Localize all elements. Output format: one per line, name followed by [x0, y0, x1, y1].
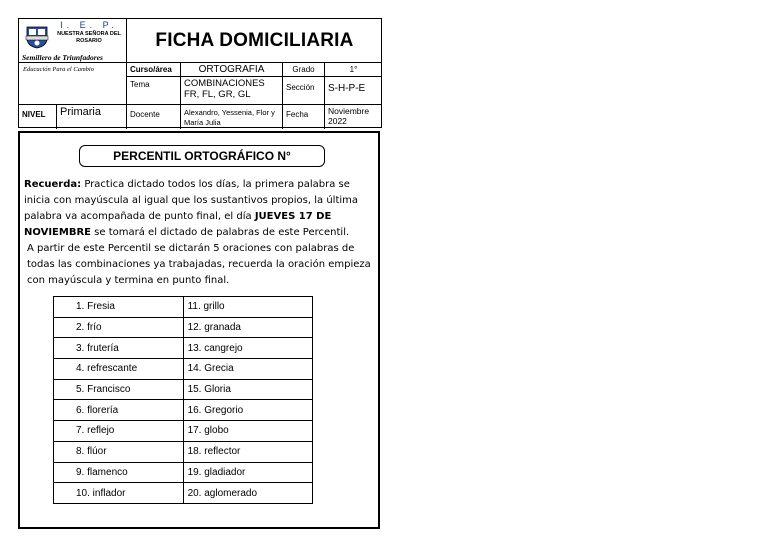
- word-cell: 4. refrescante: [54, 359, 184, 380]
- percentil-heading: PERCENTIL ORTOGRÁFICO N°: [79, 145, 325, 167]
- word-cell: 18. reflector: [183, 441, 312, 462]
- word-cell: 11. grillo: [183, 297, 312, 318]
- word-cell: 20. aglomerado: [183, 483, 312, 504]
- curso-value: ORTOGRAFIA: [181, 63, 283, 77]
- word-list-table: [53, 296, 313, 504]
- word-cell: 10. inflador: [54, 483, 184, 504]
- word-cell: 2. frío: [54, 317, 184, 338]
- tema-label: Tema: [127, 77, 181, 105]
- logo-cell: [19, 19, 127, 63]
- instructions-text-2: se tomará el dictado de palabras de este Percentil.: [91, 227, 350, 238]
- word-cell: 7. reflejo: [54, 421, 184, 442]
- school-acronym: I. E. P.: [60, 20, 118, 30]
- word-cell: 15. Gloria: [183, 379, 312, 400]
- school-name: NUESTRA SEÑORA DEL ROSARIO: [57, 31, 121, 44]
- word-cell: 5. Francisco: [54, 379, 184, 400]
- table-row: [54, 400, 313, 421]
- word-cell: 12. granada: [183, 317, 312, 338]
- grado-value: 1°: [325, 63, 382, 77]
- word-cell: 17. globo: [183, 421, 312, 442]
- table-row: [54, 379, 313, 400]
- table-row: [54, 359, 313, 380]
- word-cell: 8. flúor: [54, 441, 184, 462]
- main-content-box: [18, 131, 380, 529]
- table-row: [54, 317, 313, 338]
- table-row: [54, 483, 313, 504]
- curso-label: Curso/área: [127, 63, 181, 77]
- secondary-motto: Educación Para el Cambio: [23, 66, 94, 73]
- motto2-cell: [19, 63, 127, 105]
- school-shield-icon: [25, 25, 49, 49]
- word-cell: 16. Gregorio: [183, 400, 312, 421]
- instructions-text-3: A partir de este Percentil se dictarán 5 oraciones con palabras de todas las combinaciones ya trabajadas, recuerda la oración empieza con mayúscula y termina en punto final.: [27, 243, 371, 286]
- docente-label: Docente: [127, 105, 181, 129]
- table-row: [54, 297, 313, 318]
- table-row: [54, 462, 313, 483]
- grado-label: Grado: [283, 63, 325, 77]
- word-cell: 14. Grecia: [183, 359, 312, 380]
- document-title: FICHA DOMICILIARIA: [155, 29, 354, 51]
- school-motto: Semillero de Triunfadores: [22, 53, 103, 62]
- header-table: [18, 18, 382, 128]
- seccion-label: Sección: [283, 77, 325, 105]
- table-row: [54, 441, 313, 462]
- title-cell: [127, 19, 382, 63]
- instructions-date: JUEVES 17 DE NOVIEMBRE: [24, 211, 332, 238]
- word-cell: 3. frutería: [54, 338, 184, 359]
- fecha-value: Noviembre 2022: [328, 106, 370, 126]
- table-row: [54, 421, 313, 442]
- instructions-paragraph: [24, 177, 376, 289]
- recuerda-label: Recuerda:: [24, 179, 82, 190]
- word-cell: 6. florería: [54, 400, 184, 421]
- docente-value: Alexandro, Yessenia, Flor y María Julia: [181, 105, 283, 129]
- nivel-label: NIVEL: [19, 105, 57, 129]
- word-cell: 9. flamenco: [54, 462, 184, 483]
- instructions-text-1: Practica dictado todos los días, la primera palabra se inicia con mayúscula al igual que los sustantivos propios, la última palabra va acompañada de punto final, el día: [24, 179, 359, 222]
- word-cell: 1. Fresia: [54, 297, 184, 318]
- word-cell: 13. cangrejo: [183, 338, 312, 359]
- seccion-value: S-H-P-E: [325, 77, 382, 105]
- tema-value: COMBINACIONES FR, FL, GR, GL: [181, 77, 283, 105]
- word-cell: 19. gladiador: [183, 462, 312, 483]
- nivel-value: Primaria: [57, 105, 127, 129]
- table-row: [54, 338, 313, 359]
- fecha-label: Fecha: [283, 105, 325, 129]
